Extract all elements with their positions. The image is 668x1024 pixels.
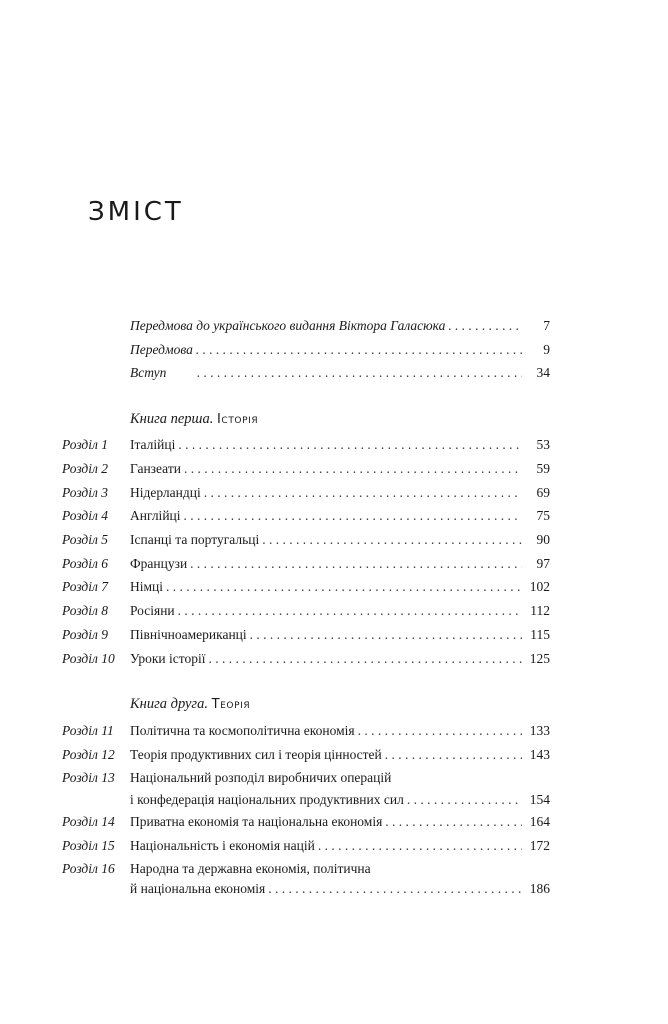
entry-title: Політична та космополітична економія bbox=[130, 723, 355, 738]
entry-title: Іспанці та португальці bbox=[130, 532, 260, 547]
dot-leader bbox=[318, 834, 522, 857]
chapter-label: Розділ 5 bbox=[62, 532, 109, 547]
chapter-label: Розділ 14 bbox=[62, 814, 115, 829]
dot-leader bbox=[184, 504, 522, 527]
dot-leader bbox=[184, 457, 522, 480]
entry-title: Росіяни bbox=[130, 603, 175, 618]
page-number: 34 bbox=[536, 365, 550, 380]
dot-leader bbox=[385, 810, 522, 833]
page-number: 59 bbox=[536, 461, 550, 476]
entry-title: Англійці bbox=[130, 508, 181, 523]
chapter-label: Розділ 16 bbox=[62, 861, 115, 876]
book-two-heading bbox=[130, 693, 250, 716]
page-number: 75 bbox=[536, 508, 550, 523]
page-number: 143 bbox=[529, 747, 550, 762]
page-number: 154 bbox=[529, 792, 550, 807]
entry-title-line-1: Народна та державна економія, політична bbox=[130, 861, 371, 876]
book-two-title: Теорія bbox=[211, 697, 251, 712]
entry-title: Уроки історії bbox=[130, 651, 206, 666]
chapter-label: Розділ 8 bbox=[62, 603, 109, 618]
page-number: 69 bbox=[536, 485, 550, 500]
page-number: 172 bbox=[529, 838, 550, 853]
dot-leader bbox=[166, 575, 522, 598]
chapter-label: Розділ 3 bbox=[62, 485, 109, 500]
chapter-label: Розділ 15 bbox=[62, 838, 115, 853]
entry-title: Національність і економія націй bbox=[130, 838, 315, 853]
entry-title: Німці bbox=[130, 579, 164, 594]
page-number: 125 bbox=[529, 651, 550, 666]
chapter-label: Розділ 12 bbox=[62, 747, 115, 762]
page-number: 97 bbox=[536, 556, 550, 571]
chapter-label: Розділ 9 bbox=[62, 627, 109, 642]
chapter-label: Розділ 11 bbox=[62, 723, 114, 738]
chapter-label: Розділ 13 bbox=[62, 770, 115, 785]
dot-leader bbox=[448, 314, 522, 337]
entry-title: Приватна економія та національна економія bbox=[130, 814, 383, 829]
page-number: 133 bbox=[529, 723, 550, 738]
dot-leader bbox=[268, 877, 522, 900]
entry-title-line-2: і конфедерація національних продуктивних сил bbox=[130, 792, 404, 807]
dot-leader bbox=[407, 788, 522, 811]
chapter-label: Розділ 4 bbox=[62, 508, 109, 523]
dot-leader bbox=[178, 433, 522, 456]
chapter-label: Розділ 7 bbox=[62, 579, 109, 594]
page-number: 112 bbox=[530, 603, 550, 618]
chapter-label: Розділ 1 bbox=[62, 437, 109, 452]
entry-title: Нідерландці bbox=[130, 485, 201, 500]
page-number: 90 bbox=[536, 532, 550, 547]
page-number: 9 bbox=[543, 342, 550, 357]
page-number: 164 bbox=[529, 814, 550, 829]
entry-title: Французи bbox=[130, 556, 188, 571]
book-one-heading bbox=[130, 408, 258, 431]
dot-leader bbox=[190, 552, 522, 575]
dot-leader bbox=[178, 599, 522, 622]
page-number: 7 bbox=[543, 318, 550, 333]
dot-leader bbox=[250, 623, 522, 646]
dot-leader bbox=[197, 361, 522, 384]
chapter-label: Розділ 10 bbox=[62, 651, 115, 666]
dot-leader bbox=[196, 338, 522, 361]
entry-title: Італійці bbox=[130, 437, 176, 452]
page-number: 186 bbox=[529, 881, 550, 896]
entry-title: Ганзеати bbox=[130, 461, 181, 476]
dot-leader bbox=[385, 743, 522, 766]
book-two-label: Книга друга. bbox=[130, 696, 208, 712]
page-title: ЗМІСТ bbox=[88, 197, 184, 227]
page-number: 102 bbox=[529, 579, 550, 594]
entry-title: Теорія продуктивних сил і теорія цінностей bbox=[130, 747, 382, 762]
dot-leader bbox=[358, 719, 522, 742]
entry-title-line-1: Національний розподіл виробничих операцій bbox=[130, 770, 392, 785]
dot-leader bbox=[209, 647, 523, 670]
entry-title: Вступ bbox=[130, 365, 167, 380]
entry-title: Передмова bbox=[130, 342, 193, 357]
page-number: 53 bbox=[536, 437, 550, 452]
entry-title: Передмова до українського видання Віктора Галасюка bbox=[130, 318, 446, 333]
dot-leader bbox=[204, 481, 522, 504]
entry-title-line-2: й національна економія bbox=[130, 881, 266, 896]
chapter-label: Розділ 2 bbox=[62, 461, 109, 476]
dot-leader bbox=[262, 528, 522, 551]
book-one-label: Книга перша. bbox=[130, 411, 214, 427]
chapter-label: Розділ 6 bbox=[62, 556, 109, 571]
book-one-title: Історія bbox=[217, 412, 259, 427]
entry-title: Північноамериканці bbox=[130, 627, 247, 642]
page-number: 115 bbox=[530, 627, 550, 642]
